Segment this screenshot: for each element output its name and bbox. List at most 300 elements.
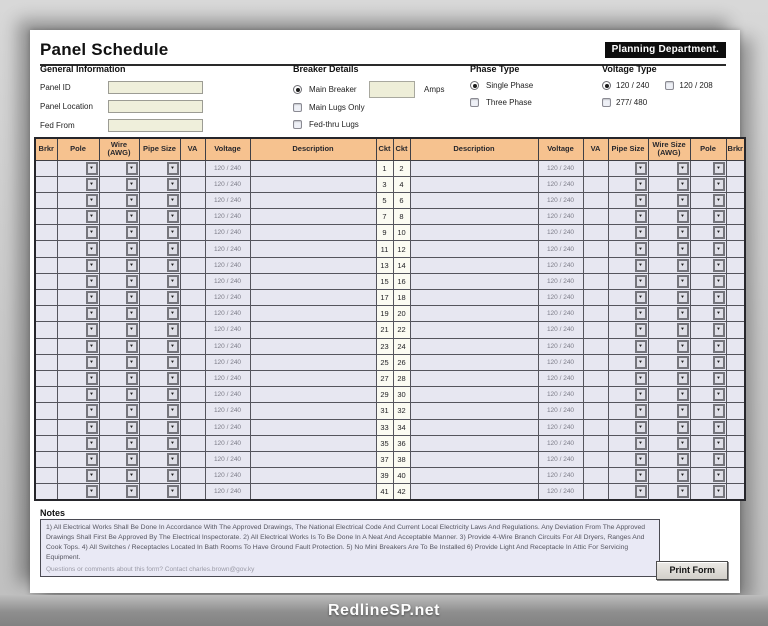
wire-awg-dropdown-button[interactable] xyxy=(126,178,138,191)
pipe-size-dropdown-button[interactable] xyxy=(167,242,179,255)
va-cell[interactable] xyxy=(583,160,608,176)
pipe-size-dropdown-button[interactable] xyxy=(635,404,647,417)
table-row xyxy=(35,338,745,354)
column-header: Voltage xyxy=(538,138,583,160)
description-cell[interactable] xyxy=(250,225,376,241)
pole-dropdown-button[interactable] xyxy=(86,178,98,191)
pipe-size-dropdown-button[interactable] xyxy=(167,194,179,207)
brkr-cell[interactable] xyxy=(726,387,745,403)
pole-dropdown-button[interactable] xyxy=(86,226,98,239)
pipe-size-dropdown-button[interactable] xyxy=(167,178,179,191)
va-cell[interactable] xyxy=(180,322,205,338)
brkr-cell[interactable] xyxy=(726,338,745,354)
voltage-cell: 120 / 240 xyxy=(205,354,250,370)
main-breaker-radio[interactable] xyxy=(293,85,302,94)
pole-dropdown-button[interactable] xyxy=(86,404,98,417)
chevron-down-icon: ▼ xyxy=(716,326,721,333)
pole-dropdown-button[interactable] xyxy=(713,275,725,288)
va-cell[interactable] xyxy=(583,192,608,208)
pole-dropdown-button[interactable] xyxy=(86,356,98,369)
pole-dropdown-button[interactable] xyxy=(86,388,98,401)
pole-dropdown-button[interactable] xyxy=(713,210,725,223)
va-cell[interactable] xyxy=(180,387,205,403)
pipe-size-dropdown-button[interactable] xyxy=(635,226,647,239)
pipe-size-dropdown-button[interactable] xyxy=(635,485,647,498)
description-cell[interactable] xyxy=(410,176,538,192)
main-lugs-only-checkbox[interactable] xyxy=(293,103,302,112)
va-cell[interactable] xyxy=(583,257,608,273)
description-cell[interactable] xyxy=(410,451,538,467)
chevron-down-icon: ▼ xyxy=(89,343,94,349)
pole-dropdown-button[interactable] xyxy=(713,340,725,353)
va-cell[interactable] xyxy=(583,387,608,403)
pipe-size-dropdown-button[interactable] xyxy=(635,388,647,401)
va-cell[interactable] xyxy=(180,354,205,370)
ckt-cell: 2 xyxy=(393,160,410,176)
fed-thru-lugs-checkbox[interactable] xyxy=(293,120,302,129)
pipe-size-dropdown-button[interactable] xyxy=(635,178,647,191)
pole-dropdown-button[interactable] xyxy=(713,226,725,239)
voltage-120-208-radio[interactable] xyxy=(665,81,674,90)
pole-dropdown-button[interactable] xyxy=(713,453,725,466)
wire-size-awg-dropdown-button[interactable] xyxy=(677,178,689,191)
pole-dropdown-button[interactable] xyxy=(86,210,98,223)
pole-cell xyxy=(690,209,726,225)
pole-dropdown-button[interactable] xyxy=(713,242,725,255)
brkr-cell[interactable] xyxy=(35,160,57,176)
va-cell[interactable] xyxy=(180,257,205,273)
pole-dropdown-button[interactable] xyxy=(713,388,725,401)
wire-size-awg-dropdown-button[interactable] xyxy=(677,421,689,434)
brkr-cell[interactable] xyxy=(726,273,745,289)
description-cell[interactable] xyxy=(250,290,376,306)
panel-table-body xyxy=(35,160,745,500)
pole-dropdown-button[interactable] xyxy=(713,323,725,336)
single-phase-radio[interactable] xyxy=(470,81,479,90)
description-cell[interactable] xyxy=(410,306,538,322)
pole-dropdown-button[interactable] xyxy=(86,469,98,482)
pole-dropdown-button[interactable] xyxy=(713,259,725,272)
description-cell[interactable] xyxy=(410,241,538,257)
va-cell[interactable] xyxy=(180,160,205,176)
pole-dropdown-button[interactable] xyxy=(86,453,98,466)
description-cell[interactable] xyxy=(410,370,538,386)
brkr-cell[interactable] xyxy=(35,435,57,451)
wire-awg-dropdown-button[interactable] xyxy=(126,404,138,417)
pipe-size-dropdown-button[interactable] xyxy=(167,307,179,320)
pole-dropdown-button[interactable] xyxy=(86,242,98,255)
pole-dropdown-button[interactable] xyxy=(86,372,98,385)
pipe-size-dropdown-button[interactable] xyxy=(167,469,179,482)
brkr-cell[interactable] xyxy=(35,387,57,403)
wire-size-awg-dropdown-button[interactable] xyxy=(677,372,689,385)
brkr-cell[interactable] xyxy=(726,225,745,241)
description-cell[interactable] xyxy=(250,403,376,419)
wire-awg-dropdown-button[interactable] xyxy=(126,226,138,239)
wire-awg-dropdown-button[interactable] xyxy=(126,437,138,450)
chevron-down-icon: ▼ xyxy=(89,375,94,381)
pipe-size-dropdown-button[interactable] xyxy=(635,275,647,288)
va-cell[interactable] xyxy=(180,241,205,257)
three-phase-radio[interactable] xyxy=(470,98,479,107)
pipe-size-dropdown-button[interactable] xyxy=(635,259,647,272)
pipe-size-dropdown-button[interactable] xyxy=(635,453,647,466)
va-cell[interactable] xyxy=(583,306,608,322)
pole-dropdown-button[interactable] xyxy=(713,404,725,417)
panel-location-label: Panel Location xyxy=(40,102,93,111)
pole-dropdown-button[interactable] xyxy=(86,421,98,434)
wire-size-awg-dropdown-button[interactable] xyxy=(677,453,689,466)
pipe-size-dropdown-button[interactable] xyxy=(635,356,647,369)
description-cell[interactable] xyxy=(410,484,538,500)
panel-id-input[interactable] xyxy=(108,81,203,94)
wire-awg-dropdown-button[interactable] xyxy=(126,307,138,320)
pole-dropdown-button[interactable] xyxy=(86,323,98,336)
description-cell[interactable] xyxy=(250,209,376,225)
va-cell[interactable] xyxy=(180,225,205,241)
amps-input[interactable] xyxy=(369,81,415,98)
va-cell[interactable] xyxy=(583,354,608,370)
pole-cell xyxy=(57,338,99,354)
brkr-cell[interactable] xyxy=(35,209,57,225)
brkr-cell[interactable] xyxy=(726,403,745,419)
va-cell[interactable] xyxy=(180,419,205,435)
pole-dropdown-button[interactable] xyxy=(713,194,725,207)
voltage-277-480-row xyxy=(602,98,750,107)
wire-size-awg-dropdown-button[interactable] xyxy=(677,194,689,207)
pipe-size-dropdown-button[interactable] xyxy=(167,437,179,450)
pipe-size-dropdown-button[interactable] xyxy=(167,485,179,498)
wire-size-awg-dropdown-button[interactable] xyxy=(677,162,689,175)
brkr-cell[interactable] xyxy=(726,370,745,386)
wire-awg-dropdown-button[interactable] xyxy=(126,356,138,369)
va-cell[interactable] xyxy=(583,273,608,289)
brkr-cell[interactable] xyxy=(35,370,57,386)
pole-dropdown-button[interactable] xyxy=(86,194,98,207)
wire-awg-dropdown-button[interactable] xyxy=(126,275,138,288)
description-cell[interactable] xyxy=(250,468,376,484)
pipe-size-cell xyxy=(139,354,180,370)
pole-dropdown-button[interactable] xyxy=(713,356,725,369)
pole-dropdown-button[interactable] xyxy=(86,291,98,304)
va-cell[interactable] xyxy=(583,338,608,354)
wire-awg-cell xyxy=(99,192,139,208)
brkr-cell[interactable] xyxy=(35,306,57,322)
pipe-size-dropdown-button[interactable] xyxy=(167,291,179,304)
pipe-size-dropdown-button[interactable] xyxy=(635,210,647,223)
va-cell[interactable] xyxy=(180,338,205,354)
brkr-cell[interactable] xyxy=(35,484,57,500)
description-cell[interactable] xyxy=(250,387,376,403)
print-form-button[interactable]: Print Form xyxy=(656,561,728,580)
va-cell[interactable] xyxy=(583,468,608,484)
wire-size-awg-dropdown-button[interactable] xyxy=(677,291,689,304)
va-cell[interactable] xyxy=(583,176,608,192)
pole-dropdown-button[interactable] xyxy=(86,340,98,353)
va-cell[interactable] xyxy=(180,192,205,208)
description-cell[interactable] xyxy=(410,160,538,176)
wire-awg-dropdown-button[interactable] xyxy=(126,469,138,482)
va-cell[interactable] xyxy=(583,403,608,419)
va-cell[interactable] xyxy=(180,451,205,467)
wire-awg-dropdown-button[interactable] xyxy=(126,388,138,401)
description-cell[interactable] xyxy=(250,192,376,208)
brkr-cell[interactable] xyxy=(726,192,745,208)
va-cell[interactable] xyxy=(180,306,205,322)
wire-size-awg-dropdown-button[interactable] xyxy=(677,210,689,223)
wire-size-awg-dropdown-button[interactable] xyxy=(677,437,689,450)
table-row xyxy=(35,484,745,500)
brkr-cell[interactable] xyxy=(726,160,745,176)
brkr-cell[interactable] xyxy=(726,354,745,370)
va-cell[interactable] xyxy=(180,273,205,289)
va-cell[interactable] xyxy=(180,435,205,451)
va-cell[interactable] xyxy=(180,403,205,419)
wire-size-awg-cell xyxy=(648,451,690,467)
pipe-size-dropdown-button[interactable] xyxy=(635,437,647,450)
pole-dropdown-button[interactable] xyxy=(86,437,98,450)
pole-dropdown-button[interactable] xyxy=(86,307,98,320)
brkr-cell[interactable] xyxy=(726,451,745,467)
wire-size-awg-dropdown-button[interactable] xyxy=(677,275,689,288)
pipe-size-dropdown-button[interactable] xyxy=(635,323,647,336)
wire-size-awg-dropdown-button[interactable] xyxy=(677,323,689,336)
pipe-size-dropdown-button[interactable] xyxy=(635,307,647,320)
va-cell[interactable] xyxy=(180,370,205,386)
pipe-size-dropdown-button[interactable] xyxy=(167,388,179,401)
wire-size-awg-dropdown-button[interactable] xyxy=(677,307,689,320)
pipe-size-dropdown-button[interactable] xyxy=(167,210,179,223)
brkr-cell[interactable] xyxy=(35,225,57,241)
va-cell[interactable] xyxy=(583,370,608,386)
pipe-size-cell xyxy=(139,241,180,257)
brkr-cell[interactable] xyxy=(35,192,57,208)
pole-dropdown-button[interactable] xyxy=(713,372,725,385)
pole-cell xyxy=(690,451,726,467)
description-cell[interactable] xyxy=(250,435,376,451)
description-cell[interactable] xyxy=(410,290,538,306)
wire-size-awg-dropdown-button[interactable] xyxy=(677,242,689,255)
pipe-size-dropdown-button[interactable] xyxy=(635,421,647,434)
description-cell[interactable] xyxy=(250,257,376,273)
wire-size-awg-cell xyxy=(648,257,690,273)
wire-size-awg-dropdown-button[interactable] xyxy=(677,404,689,417)
pole-cell xyxy=(57,354,99,370)
wire-size-awg-dropdown-button[interactable] xyxy=(677,485,689,498)
pipe-size-dropdown-button[interactable] xyxy=(635,194,647,207)
description-cell[interactable] xyxy=(250,322,376,338)
chevron-down-icon: ▼ xyxy=(170,407,175,414)
brkr-cell[interactable] xyxy=(726,484,745,500)
ckt-cell: 31 xyxy=(376,403,393,419)
brkr-cell[interactable] xyxy=(35,176,57,192)
description-cell[interactable] xyxy=(250,160,376,176)
va-cell[interactable] xyxy=(583,484,608,500)
wire-awg-dropdown-button[interactable] xyxy=(126,485,138,498)
brkr-cell[interactable] xyxy=(726,435,745,451)
description-cell[interactable] xyxy=(410,322,538,338)
panel-location-input[interactable] xyxy=(108,100,203,113)
brkr-cell[interactable] xyxy=(35,419,57,435)
pipe-size-dropdown-button[interactable] xyxy=(167,162,179,175)
brkr-cell[interactable] xyxy=(726,306,745,322)
wire-size-awg-dropdown-button[interactable] xyxy=(677,356,689,369)
wire-awg-dropdown-button[interactable] xyxy=(126,453,138,466)
voltage-120-240-label: 120 / 240 xyxy=(616,81,650,90)
brkr-cell[interactable] xyxy=(35,468,57,484)
description-cell[interactable] xyxy=(250,370,376,386)
brkr-cell[interactable] xyxy=(35,403,57,419)
va-cell[interactable] xyxy=(583,225,608,241)
brkr-cell[interactable] xyxy=(35,354,57,370)
brkr-cell[interactable] xyxy=(726,419,745,435)
description-cell[interactable] xyxy=(410,387,538,403)
pipe-size-dropdown-button[interactable] xyxy=(635,469,647,482)
pole-dropdown-button[interactable] xyxy=(86,162,98,175)
chevron-down-icon: ▼ xyxy=(129,229,134,235)
brkr-cell[interactable] xyxy=(726,209,745,225)
wire-awg-dropdown-button[interactable] xyxy=(126,194,138,207)
wire-awg-dropdown-button[interactable] xyxy=(126,291,138,304)
description-cell[interactable] xyxy=(410,354,538,370)
va-cell[interactable] xyxy=(180,290,205,306)
radio-dot-icon xyxy=(296,88,300,92)
va-cell[interactable] xyxy=(180,209,205,225)
brkr-cell[interactable] xyxy=(726,257,745,273)
pipe-size-dropdown-button[interactable] xyxy=(167,453,179,466)
brkr-cell[interactable] xyxy=(35,257,57,273)
brkr-cell[interactable] xyxy=(726,176,745,192)
wire-awg-dropdown-button[interactable] xyxy=(126,340,138,353)
description-cell[interactable] xyxy=(410,209,538,225)
voltage-cell: 120 / 240 xyxy=(205,241,250,257)
va-cell[interactable] xyxy=(180,176,205,192)
pipe-size-dropdown-button[interactable] xyxy=(635,291,647,304)
pipe-size-dropdown-button[interactable] xyxy=(167,404,179,417)
chevron-down-icon: ▼ xyxy=(680,197,685,203)
va-cell[interactable] xyxy=(180,484,205,500)
description-cell[interactable] xyxy=(410,192,538,208)
description-cell[interactable] xyxy=(250,451,376,467)
brkr-cell[interactable] xyxy=(726,322,745,338)
description-cell[interactable] xyxy=(410,273,538,289)
pipe-size-dropdown-button[interactable] xyxy=(635,162,647,175)
fed-from-input[interactable] xyxy=(108,119,203,132)
description-cell[interactable] xyxy=(410,468,538,484)
wire-awg-dropdown-button[interactable] xyxy=(126,210,138,223)
pole-dropdown-button[interactable] xyxy=(86,485,98,498)
wire-awg-dropdown-button[interactable] xyxy=(126,162,138,175)
pipe-size-dropdown-button[interactable] xyxy=(635,340,647,353)
chevron-down-icon: ▼ xyxy=(170,229,175,235)
pole-dropdown-button[interactable] xyxy=(713,421,725,434)
pole-dropdown-button[interactable] xyxy=(713,307,725,320)
description-cell[interactable] xyxy=(410,338,538,354)
wire-size-awg-dropdown-button[interactable] xyxy=(677,226,689,239)
wire-size-awg-dropdown-button[interactable] xyxy=(677,469,689,482)
wire-awg-dropdown-button[interactable] xyxy=(126,259,138,272)
description-cell[interactable] xyxy=(250,338,376,354)
pipe-size-dropdown-button[interactable] xyxy=(167,275,179,288)
chevron-down-icon: ▼ xyxy=(716,343,721,349)
brkr-cell[interactable] xyxy=(35,241,57,257)
va-cell[interactable] xyxy=(583,322,608,338)
pipe-size-dropdown-button[interactable] xyxy=(167,323,179,336)
ckt-cell: 27 xyxy=(376,370,393,386)
chevron-down-icon: ▼ xyxy=(680,213,685,219)
wire-awg-dropdown-button[interactable] xyxy=(126,372,138,385)
form-area xyxy=(40,64,730,134)
voltage-277-480-radio[interactable] xyxy=(602,98,611,107)
description-cell[interactable] xyxy=(250,273,376,289)
pipe-size-dropdown-button[interactable] xyxy=(167,372,179,385)
va-cell[interactable] xyxy=(583,435,608,451)
description-cell[interactable] xyxy=(410,225,538,241)
description-cell[interactable] xyxy=(250,354,376,370)
brkr-cell[interactable] xyxy=(35,290,57,306)
pipe-size-dropdown-button[interactable] xyxy=(167,421,179,434)
wire-awg-dropdown-button[interactable] xyxy=(126,323,138,336)
va-cell[interactable] xyxy=(583,209,608,225)
va-cell[interactable] xyxy=(583,290,608,306)
brkr-cell[interactable] xyxy=(726,468,745,484)
pipe-size-dropdown-button[interactable] xyxy=(167,226,179,239)
brkr-cell[interactable] xyxy=(726,290,745,306)
pole-dropdown-button[interactable] xyxy=(86,275,98,288)
pipe-size-dropdown-button[interactable] xyxy=(167,356,179,369)
description-cell[interactable] xyxy=(410,435,538,451)
pole-dropdown-button[interactable] xyxy=(713,469,725,482)
va-cell[interactable] xyxy=(583,451,608,467)
wire-awg-dropdown-button[interactable] xyxy=(126,242,138,255)
brkr-cell[interactable] xyxy=(35,451,57,467)
pole-dropdown-button[interactable] xyxy=(713,485,725,498)
description-cell[interactable] xyxy=(250,176,376,192)
brkr-cell[interactable] xyxy=(726,241,745,257)
pole-dropdown-button[interactable] xyxy=(713,162,725,175)
description-cell[interactable] xyxy=(250,484,376,500)
pole-dropdown-button[interactable] xyxy=(713,178,725,191)
description-cell[interactable] xyxy=(410,419,538,435)
description-cell[interactable] xyxy=(410,403,538,419)
ckt-cell: 33 xyxy=(376,419,393,435)
brkr-cell[interactable] xyxy=(35,338,57,354)
description-cell[interactable] xyxy=(250,306,376,322)
wire-size-awg-dropdown-button[interactable] xyxy=(677,340,689,353)
voltage-120-240-radio[interactable] xyxy=(602,81,611,90)
pole-dropdown-button[interactable] xyxy=(713,437,725,450)
pipe-size-dropdown-button[interactable] xyxy=(635,372,647,385)
description-cell[interactable] xyxy=(410,257,538,273)
brkr-cell[interactable] xyxy=(35,322,57,338)
va-cell[interactable] xyxy=(583,241,608,257)
description-cell[interactable] xyxy=(250,419,376,435)
pole-dropdown-button[interactable] xyxy=(713,291,725,304)
pipe-size-dropdown-button[interactable] xyxy=(167,340,179,353)
pipe-size-dropdown-button[interactable] xyxy=(167,259,179,272)
wire-awg-dropdown-button[interactable] xyxy=(126,421,138,434)
wire-size-awg-dropdown-button[interactable] xyxy=(677,259,689,272)
va-cell[interactable] xyxy=(180,468,205,484)
pipe-size-dropdown-button[interactable] xyxy=(635,242,647,255)
wire-size-awg-dropdown-button[interactable] xyxy=(677,388,689,401)
brkr-cell[interactable] xyxy=(35,273,57,289)
description-cell[interactable] xyxy=(250,241,376,257)
voltage-cell: 120 / 240 xyxy=(538,403,583,419)
pole-cell xyxy=(690,403,726,419)
va-cell[interactable] xyxy=(583,419,608,435)
pole-dropdown-button[interactable] xyxy=(86,259,98,272)
